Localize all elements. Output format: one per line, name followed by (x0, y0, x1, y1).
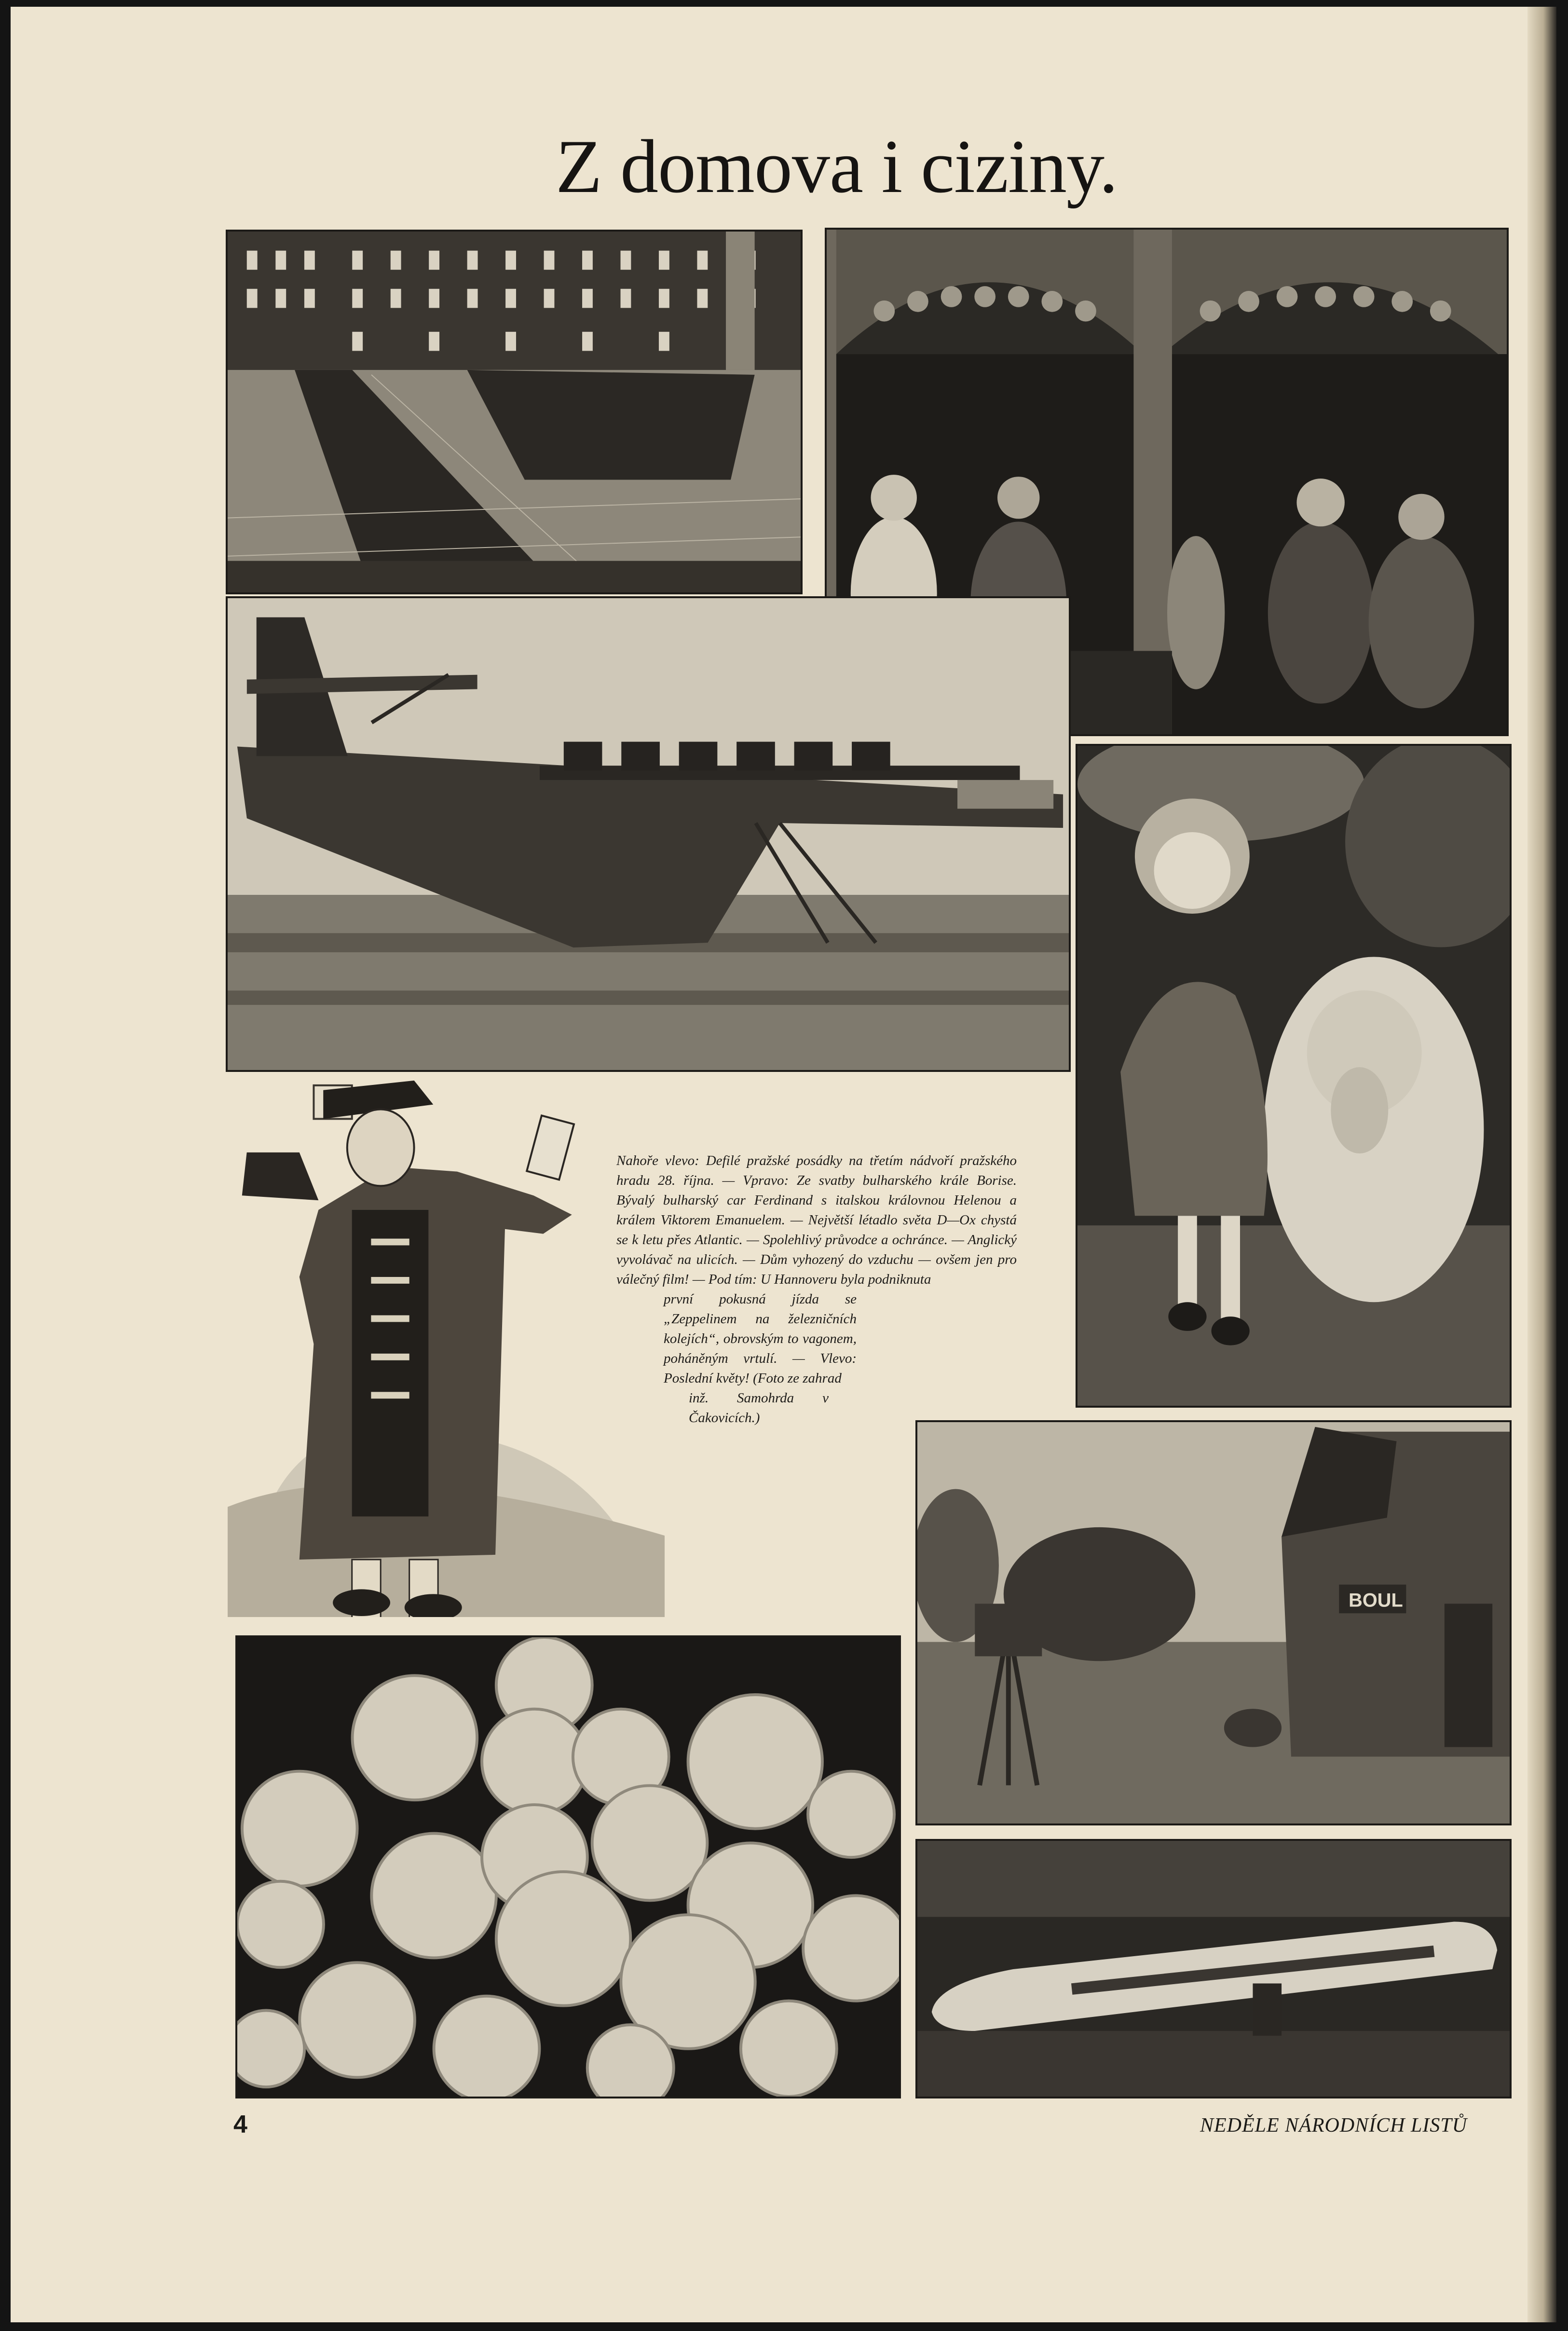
caption-text-end: inž. Samohrda v Čakovicích.) (689, 1390, 829, 1426)
page-title: Z domova i ciziny. (556, 124, 1118, 209)
photo-castle-parade (226, 230, 803, 594)
photo-child-dog (1076, 744, 1512, 1408)
photo-rail-zeppelin (915, 1839, 1512, 2098)
caption-text-main: Nahoře vlevo: Defilé pražské posádky na třetím nádvoří pražského hradu 28. října. — Vpravo: Ze svatby bulharského krále Borise. Bývalý bulharský car Ferdinand s italskou královnou Helenou a králem Viktorem Emanuelem. — Největší létadlo světa D—Ox chystá se k letu přes Atlantic. — Spolehlivý průvodce a ochránce. — Anglický vyvolávač na ulicích. — Dům vyhozený do vzduchu — ovšem jen pro válečný film! — Pod tím: U Hannoveru byla podniknuta (616, 1153, 1017, 1287)
caption-text-narrow: první pokusná jízda se „Zeppelinem na železničních kolejích“, obrovským to vagonem, poháněným vrtulí. — Vlevo: Poslední květy! (Foto ze zahrad (664, 1291, 857, 1386)
shop-sign: BOUL (1349, 1590, 1403, 1611)
photo-chrysanthemums (235, 1635, 901, 2098)
page-number: 4 (233, 2111, 247, 2139)
photo-house-explosion (915, 1420, 1512, 1825)
newspaper-page (11, 7, 1556, 2322)
photo-airplane-dox (226, 596, 1071, 1072)
binding-gutter (1527, 7, 1556, 2322)
publication-name: NEDĚLE NÁRODNÍCH LISTŮ (1200, 2114, 1468, 2137)
photo-captions (616, 1151, 1017, 1428)
photo-town-crier (226, 1074, 667, 1619)
